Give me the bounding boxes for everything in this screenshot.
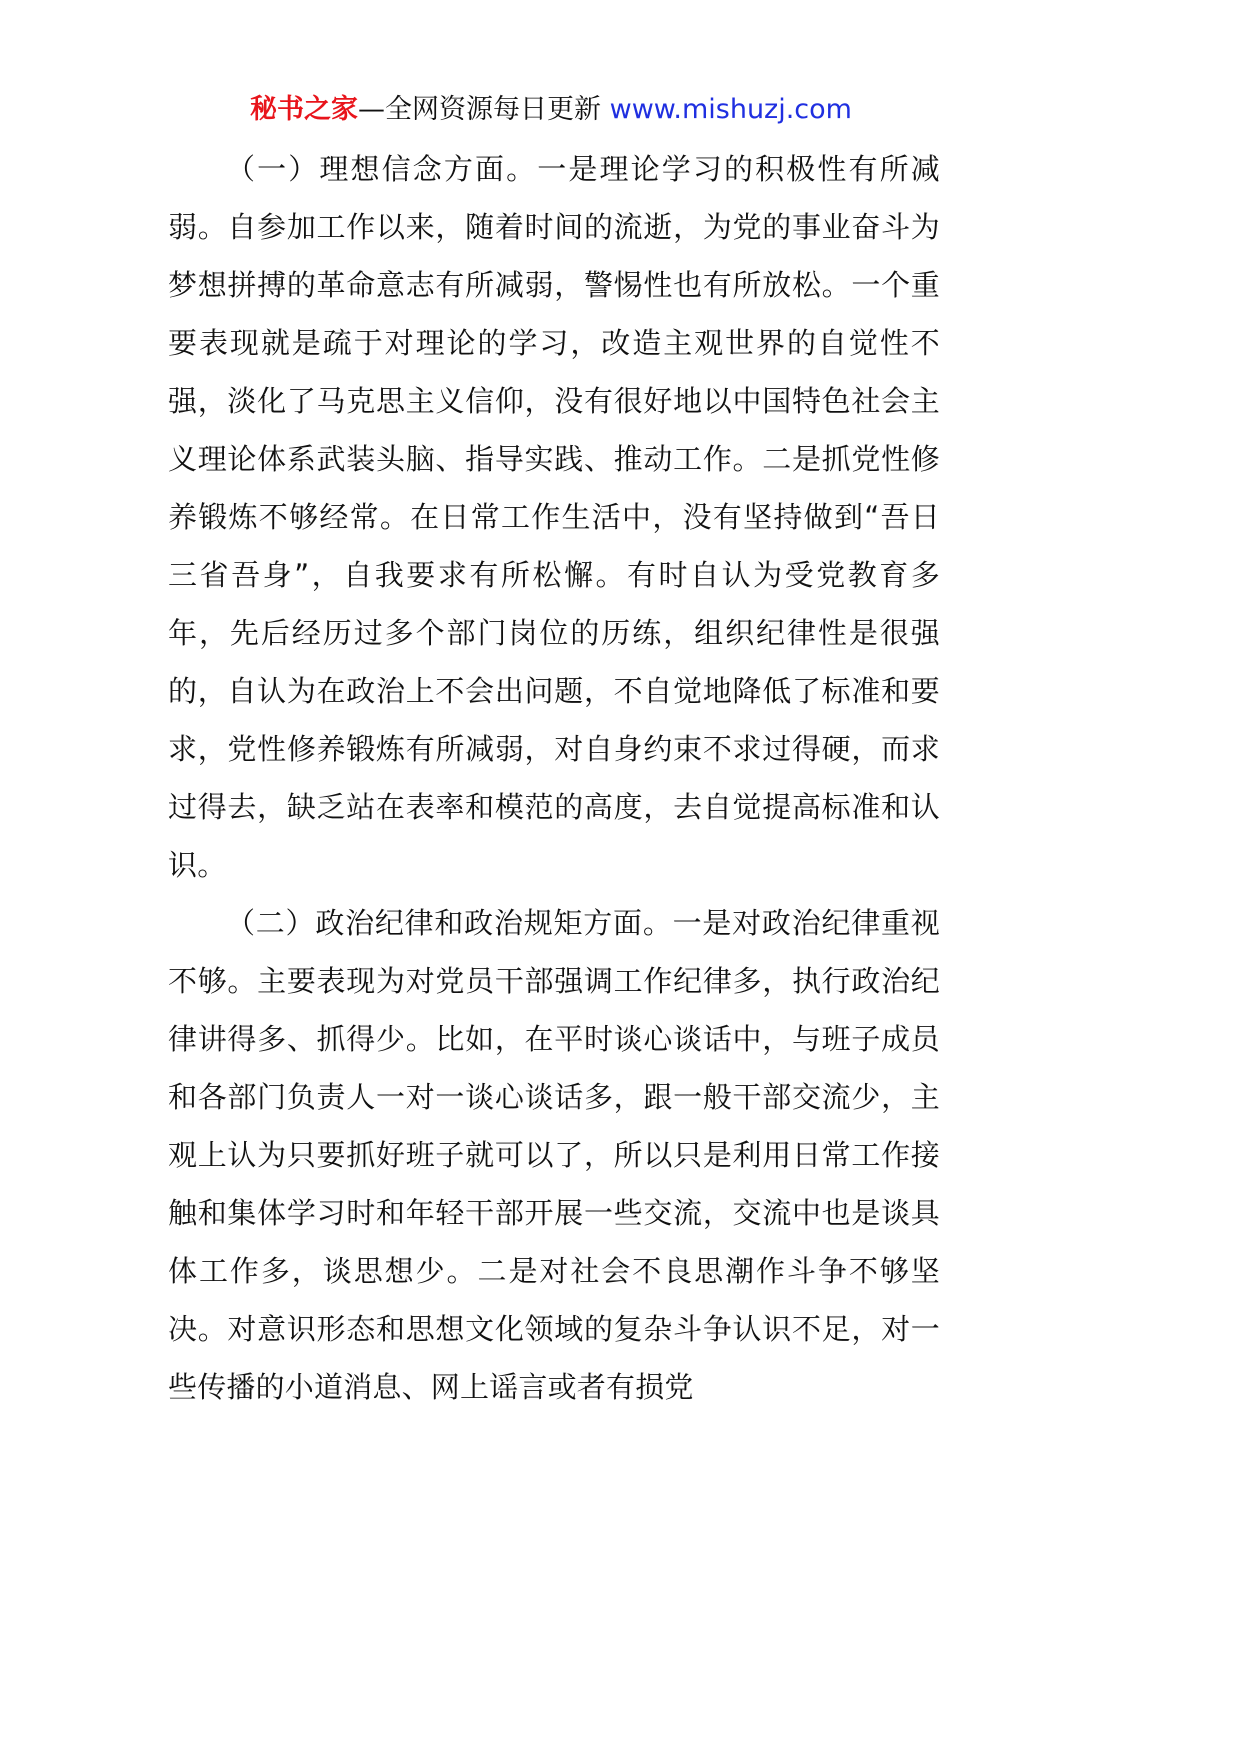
header-tagline: —全网资源每日更新	[358, 94, 610, 125]
page-header	[0, 88, 1102, 132]
paragraph-political-discipline: （二）政治纪律和政治规矩方面。一是对政治纪律重视不够。主要表现为对党员干部强调工作纪律多，执行政治纪律讲得多、抓得少。比如，在平时谈心谈话中，与班子成员和各部门负责人一对一谈心谈话多，跟一般干部交流少，主观上认为只要抓好班子就可以了，所以只是利用日常工作接触和集体学习时和年轻干部开展一些交流，交流中也是谈具体工作多，谈思想少。二是对社会不良思潮作斗争不够坚决。对意识形态和思想文化领域的复杂斗争认识不足，对一些传播的小道消息、网上谣言或者有损党	[168, 906, 940, 1404]
paragraph-ideals-beliefs: （一）理想信念方面。一是理论学习的积极性有所减弱。自参加工作以来，随着时间的流逝，为党的事业奋斗为梦想拼搏的革命意志有所减弱，警惕性也有所放松。一个重要表现就是疏于对理论的学习，改造主观世界的自觉性不强，淡化了马克思主义信仰，没有很好地以中国特色社会主义理论体系武装头脑、指导实践、推动工作。二是抓党性修养锻炼不够经常。在日常工作生活中，没有坚持做到“吾日三省吾身”，自我要求有所松懈。有时自认为受党教育多年，先后经历过多个部门岗位的历练，组织纪律性是很强的，自认为在政治上不会出问题，不自觉地降低了标准和要求，党性修养锻炼有所减弱，对自身约束不求过得硬，而求过得去，缺乏站在表率和模范的高度，去自觉提高标准和认识。	[168, 152, 940, 882]
site-url-link[interactable]: www.mishuzj.com	[609, 94, 852, 125]
document-body	[168, 140, 940, 1416]
site-name: 秘书之家	[250, 94, 359, 125]
